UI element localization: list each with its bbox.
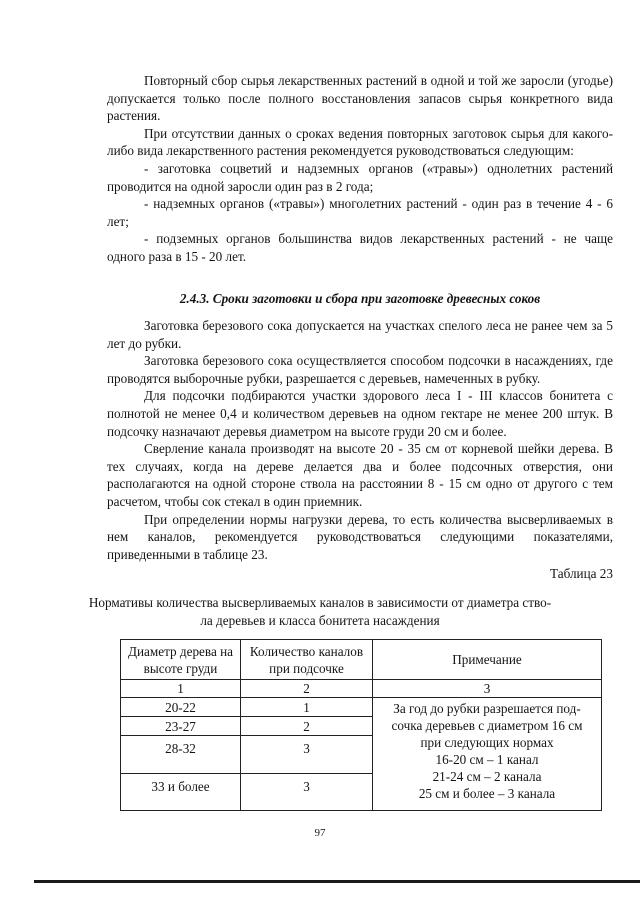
table-caption-line-2: ла деревьев и класса бонитета насаждения: [200, 613, 440, 628]
column-number: 1: [121, 680, 241, 698]
paragraph-load-norm: При определении нормы нагрузки дерева, то есть количества высверливаемых в нем каналов, рекомендуется руководствоваться следующими показателями, приведенными в таблице 23.: [107, 511, 613, 562]
norms-table: [120, 639, 602, 811]
page-number: 97: [314, 827, 326, 839]
note-line: сочка деревьев с диаметром 16 см: [391, 718, 583, 733]
note-line: 21-24 см – 2 канала: [432, 769, 542, 784]
channels-cell: 3: [241, 774, 373, 811]
channels-cell: 1: [241, 698, 373, 717]
list-item-underground-organs: - подземных органов большинства видов лекарственных растений - не чаще одного раза в 15 - 20 лет.: [107, 231, 613, 264]
table-row: [121, 698, 602, 717]
note-line: при следующих нормах: [420, 735, 554, 750]
column-number-row: [121, 680, 602, 698]
column-number: 2: [241, 680, 373, 698]
paragraph-site-selection: Для подсочки подбираются участки здорового леса I - III классов бонитета с полнотой не менее 0,4 и количеством деревьев на одном гектаре не менее 200 штук. В подсочку назначают деревья диаметром на высоте груди 20 см и более.: [107, 388, 613, 439]
note-cell: [373, 698, 602, 811]
note-line: 16-20 см – 1 канал: [435, 752, 539, 767]
bottom-rule: [34, 880, 640, 883]
paragraph-no-data-rule: При отсутствии данных о сроках ведения повторных заготовок сырья для какого-либо вида лекарственного растения рекомендуется руководствоваться следующим:: [107, 125, 613, 159]
paragraph-birch-sap-timing: Заготовка березового сока допускается на участках спелого леса не ранее чем за 5 лет до рубки.: [107, 318, 613, 351]
table-header-row: [121, 640, 602, 680]
diameter-cell: 28-32: [121, 736, 241, 774]
note-line: 25 см и более – 3 канала: [418, 786, 556, 801]
note-line: За год до рубки разрешается под-: [393, 701, 581, 716]
paragraph-repeat-collection: Повторный сбор сырья лекарственных растений в одной и той же заросли (угодье) допускается только после полного восстановления запасов сырья конкретного вида растения.: [107, 73, 613, 124]
table-label: Таблица 23: [550, 566, 613, 581]
header-channel-count: Количество каналов при подсочке: [241, 640, 373, 680]
section-text-block: [107, 317, 613, 563]
list-item-annual-plants: - заготовка соцветий и надземных органов («травы») однолетних растений проводится на одной заросли один раз в 2 года;: [107, 160, 613, 194]
column-number: 3: [373, 680, 602, 698]
paragraph-drilling: Сверление канала производят на высоте 20 - 35 см от корневой шейки дерева. В тех случаях, когда на дереве делается два и более подсочных отверстия, они располагаются на одной стороне ствола на расстоянии 8 - 15 см одно от другого с тем расчетом, чтобы сок стекал в один приемник.: [107, 441, 613, 509]
diameter-cell: 20-22: [121, 698, 241, 717]
diameter-cell: 33 и более: [121, 774, 241, 811]
section-heading: 2.4.3. Сроки заготовки и сбора при заготовке древесных соков: [179, 291, 541, 306]
header-note: Примечание: [373, 640, 602, 680]
list-item-perennial-plants: - надземных органов («травы») многолетних растений - один раз в течение 4 - 6 лет;: [107, 196, 613, 229]
channels-cell: 3: [241, 736, 373, 774]
paragraph-birch-sap-method: Заготовка березового сока осуществляется способом подсочки в насаждениях, где проводятся выборочные рубки, разрешается с деревьев, намеченных в рубку.: [107, 353, 613, 386]
channels-cell: 2: [241, 717, 373, 736]
table-caption-line-1: Нормативы количества высверливаемых каналов в зависимости от диаметра ство-: [88, 595, 552, 610]
diameter-cell: 23-27: [121, 717, 241, 736]
intro-text-block: [107, 72, 613, 266]
header-diameter: Диаметр дерева на высоте груди: [121, 640, 241, 680]
